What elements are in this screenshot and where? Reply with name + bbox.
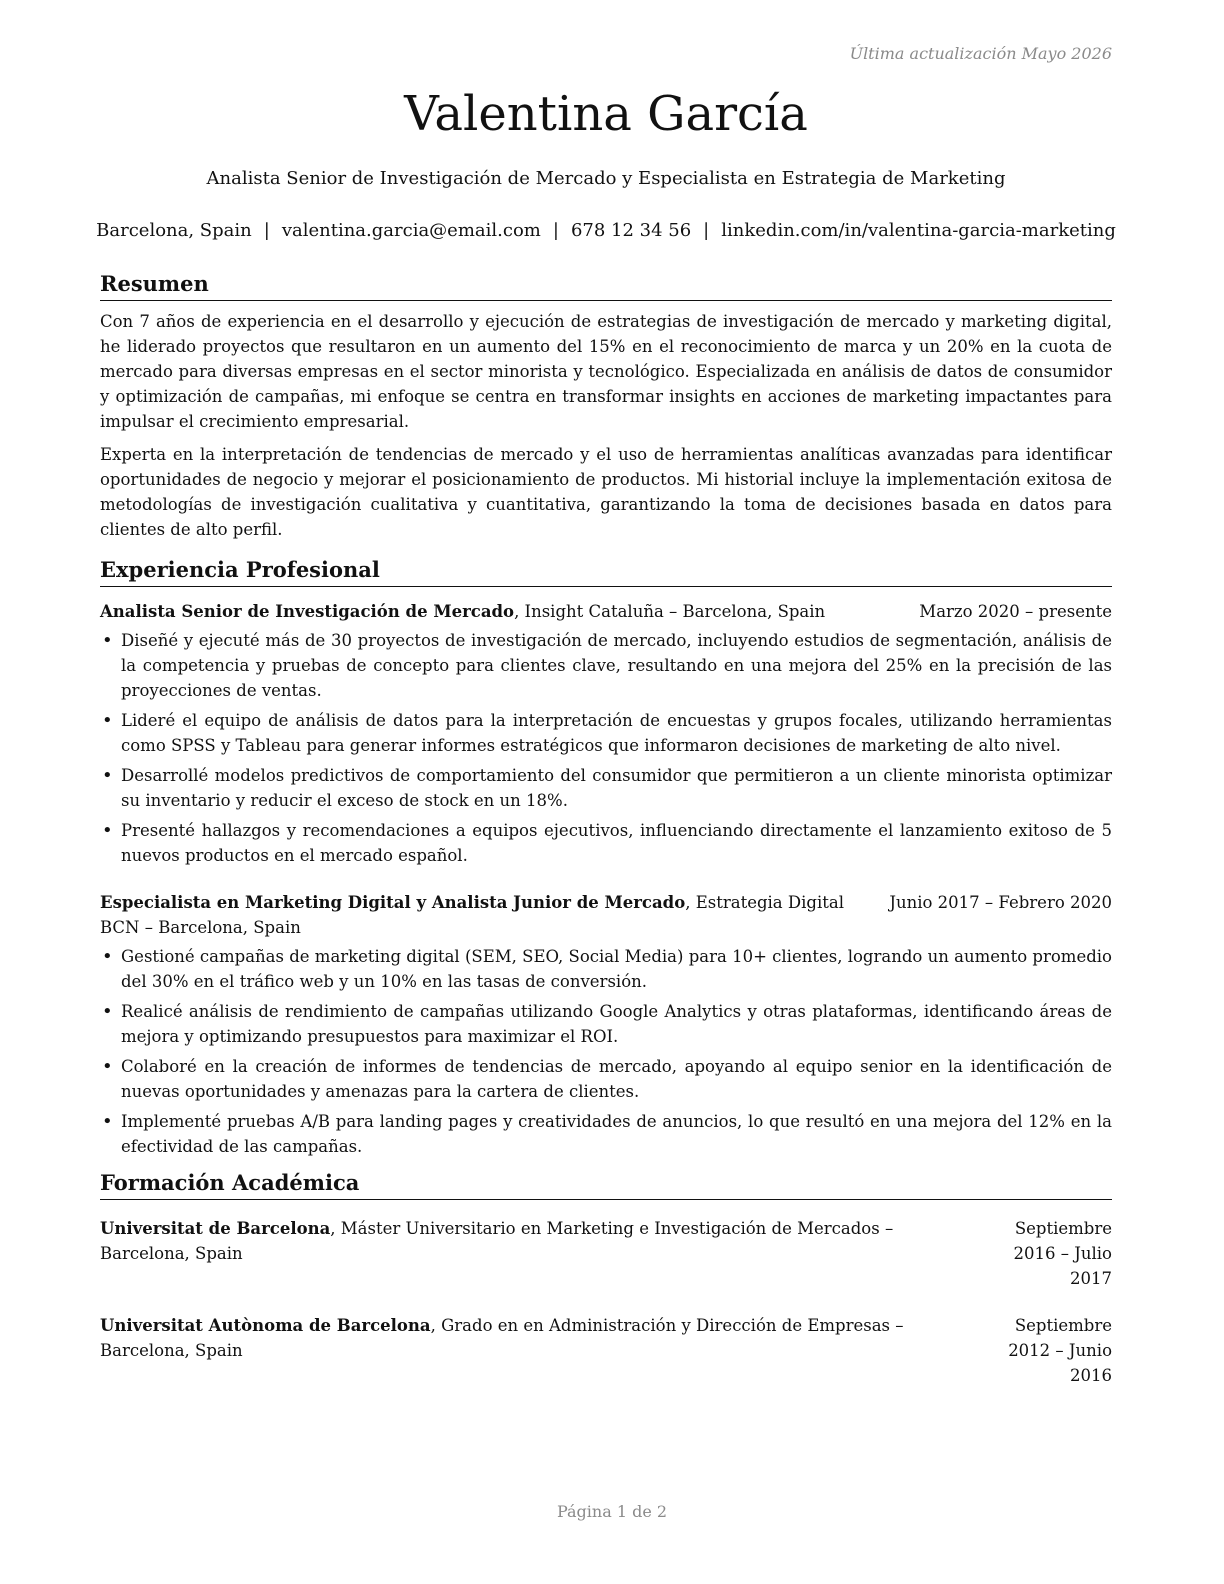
candidate-subtitle: Analista Senior de Investigación de Mercado y Especialista en Estrategia de Marketing — [206, 168, 1006, 189]
contact-line — [96, 220, 1116, 241]
section-title-summary: Resumen — [100, 270, 1112, 301]
contact-linkedin[interactable]: linkedin.com/in/valentina-garcia-marketing — [721, 220, 1116, 241]
job-entry — [100, 890, 1112, 1159]
summary-paragraph: Experta en la interpretación de tendencias de mercado y el uso de herramientas analíticas avanzadas para identificar oportunidades de negocio y mejorar el posicionamiento de productos. Mi historial incluye la implementación exitosa de metodologías de investigación cualitativa y cuantitativa, garantizando la toma de decisiones basada en datos para clientes de alto perfil. — [100, 445, 1112, 539]
page-number: Página 1 de 2 — [556, 1502, 668, 1521]
job-title-line — [100, 890, 889, 940]
job-role: Especialista en Marketing Digital y Analista Junior de Mercado — [100, 893, 686, 912]
job-company: , Insight Cataluña – Barcelona, Spain — [514, 602, 826, 621]
summary-paragraph: Con 7 años de experiencia en el desarrollo y ejecución de estrategias de investigación de mercado y marketing digital, he liderado proyectos que resultaron en un aumento del 15% en el reconocimiento de marca y un 20% en la cuota de mercado para diversas empresas en el sector minorista y tecnológico. Especializada en análisis de datos de consumidor y optimización de campañas, mi enfoque se centra en transformar insights en acciones de marketing impactantes para impulsar el crecimiento empresarial. — [100, 312, 1112, 431]
education-title-line — [100, 1216, 980, 1291]
bullet-item: • Diseñé y ejecuté más de 30 proyectos de investigación de mercado, incluyendo estudios de segmentación, análisis de la competencia y pruebas de concepto para clientes clave, resultando en una mejora del 25% en la precisión de las proyecciones de ventas. — [100, 628, 1112, 703]
job-role: Analista Senior de Investigación de Mercado — [100, 602, 515, 621]
bullet-item: • Gestioné campañas de marketing digital (SEM, SEO, Social Media) para 10+ clientes, logrando un aumento promedio del 30% en el tráfico web y un 10% en las tasas de conversión. — [100, 944, 1112, 994]
candidate-name: Valentina García — [404, 86, 808, 142]
last-updated: Última actualización Mayo 2026 — [849, 44, 1112, 63]
job-header — [100, 890, 1112, 940]
job-entry — [100, 599, 1112, 868]
bullet-item: • Presenté hallazgos y recomendaciones a equipos ejecutivos, influenciando directamente el lanzamiento exitoso de 5 nuevos productos en el mercado español. — [100, 818, 1112, 868]
job-bullets — [100, 944, 1112, 1159]
job-company: , Estrategia Digital BCN – Barcelona, Spain — [100, 893, 844, 937]
education-entry — [100, 1313, 1112, 1388]
resume-body — [100, 270, 1112, 1388]
contact-phone[interactable]: 678 12 34 56 — [570, 220, 692, 241]
education-dates: Septiembre 2016 – Julio 2017 — [1013, 1219, 1112, 1288]
education-dates: Septiembre 2012 – Junio 2016 — [1008, 1316, 1112, 1385]
bullet-item: • Desarrollé modelos predictivos de comportamiento del consumidor que permitieron a un cliente minorista optimizar su inventario y reducir el exceso de stock en un 18%. — [100, 763, 1112, 813]
contact-email[interactable]: valentina.garcia@email.com — [281, 220, 541, 241]
contact-location: Barcelona, Spain — [96, 220, 252, 241]
section-title-education: Formación Académica — [100, 1169, 1112, 1200]
contact-separator: | — [703, 220, 710, 241]
bullet-item: • Lideré el equipo de análisis de datos para la interpretación de encuestas y grupos focales, utilizando herramientas como SPSS y Tableau para generar informes estratégicos que informaron decisiones de marketing de alto nivel. — [100, 708, 1112, 758]
job-header — [100, 599, 1112, 624]
education-title-line — [100, 1313, 980, 1388]
bullet-item: • Colaboré en la creación de informes de tendencias de mercado, apoyando al equipo senior en la identificación de nuevas oportunidades y amenazas para la cartera de clientes. — [100, 1054, 1112, 1104]
education-institution: Universitat de Barcelona — [100, 1219, 331, 1238]
bullet-item: • Realicé análisis de rendimiento de campañas utilizando Google Analytics y otras plataformas, identificando áreas de mejora y optimizando presupuestos para maximizar el ROI. — [100, 999, 1112, 1049]
contact-separator: | — [552, 220, 559, 241]
contact-separator: | — [263, 220, 270, 241]
job-dates: Junio 2017 – Febrero 2020 — [889, 893, 1112, 912]
job-title-line — [100, 599, 919, 624]
job-bullets — [100, 628, 1112, 868]
education-entry — [100, 1216, 1112, 1291]
education-degree: , Grado en en Administración y Dirección de Empresas – Barcelona, Spain — [100, 1316, 904, 1360]
education-institution: Universitat Autònoma de Barcelona — [100, 1316, 431, 1335]
job-dates: Marzo 2020 – presente — [919, 602, 1112, 621]
education-degree: , Máster Universitario en Marketing e Investigación de Mercados – Barcelona, Spain — [100, 1219, 894, 1263]
section-title-experience: Experiencia Profesional — [100, 556, 1112, 587]
bullet-item: • Implementé pruebas A/B para landing pages y creatividades de anuncios, lo que resultó en una mejora del 12% en la efectividad de las campañas. — [100, 1109, 1112, 1159]
